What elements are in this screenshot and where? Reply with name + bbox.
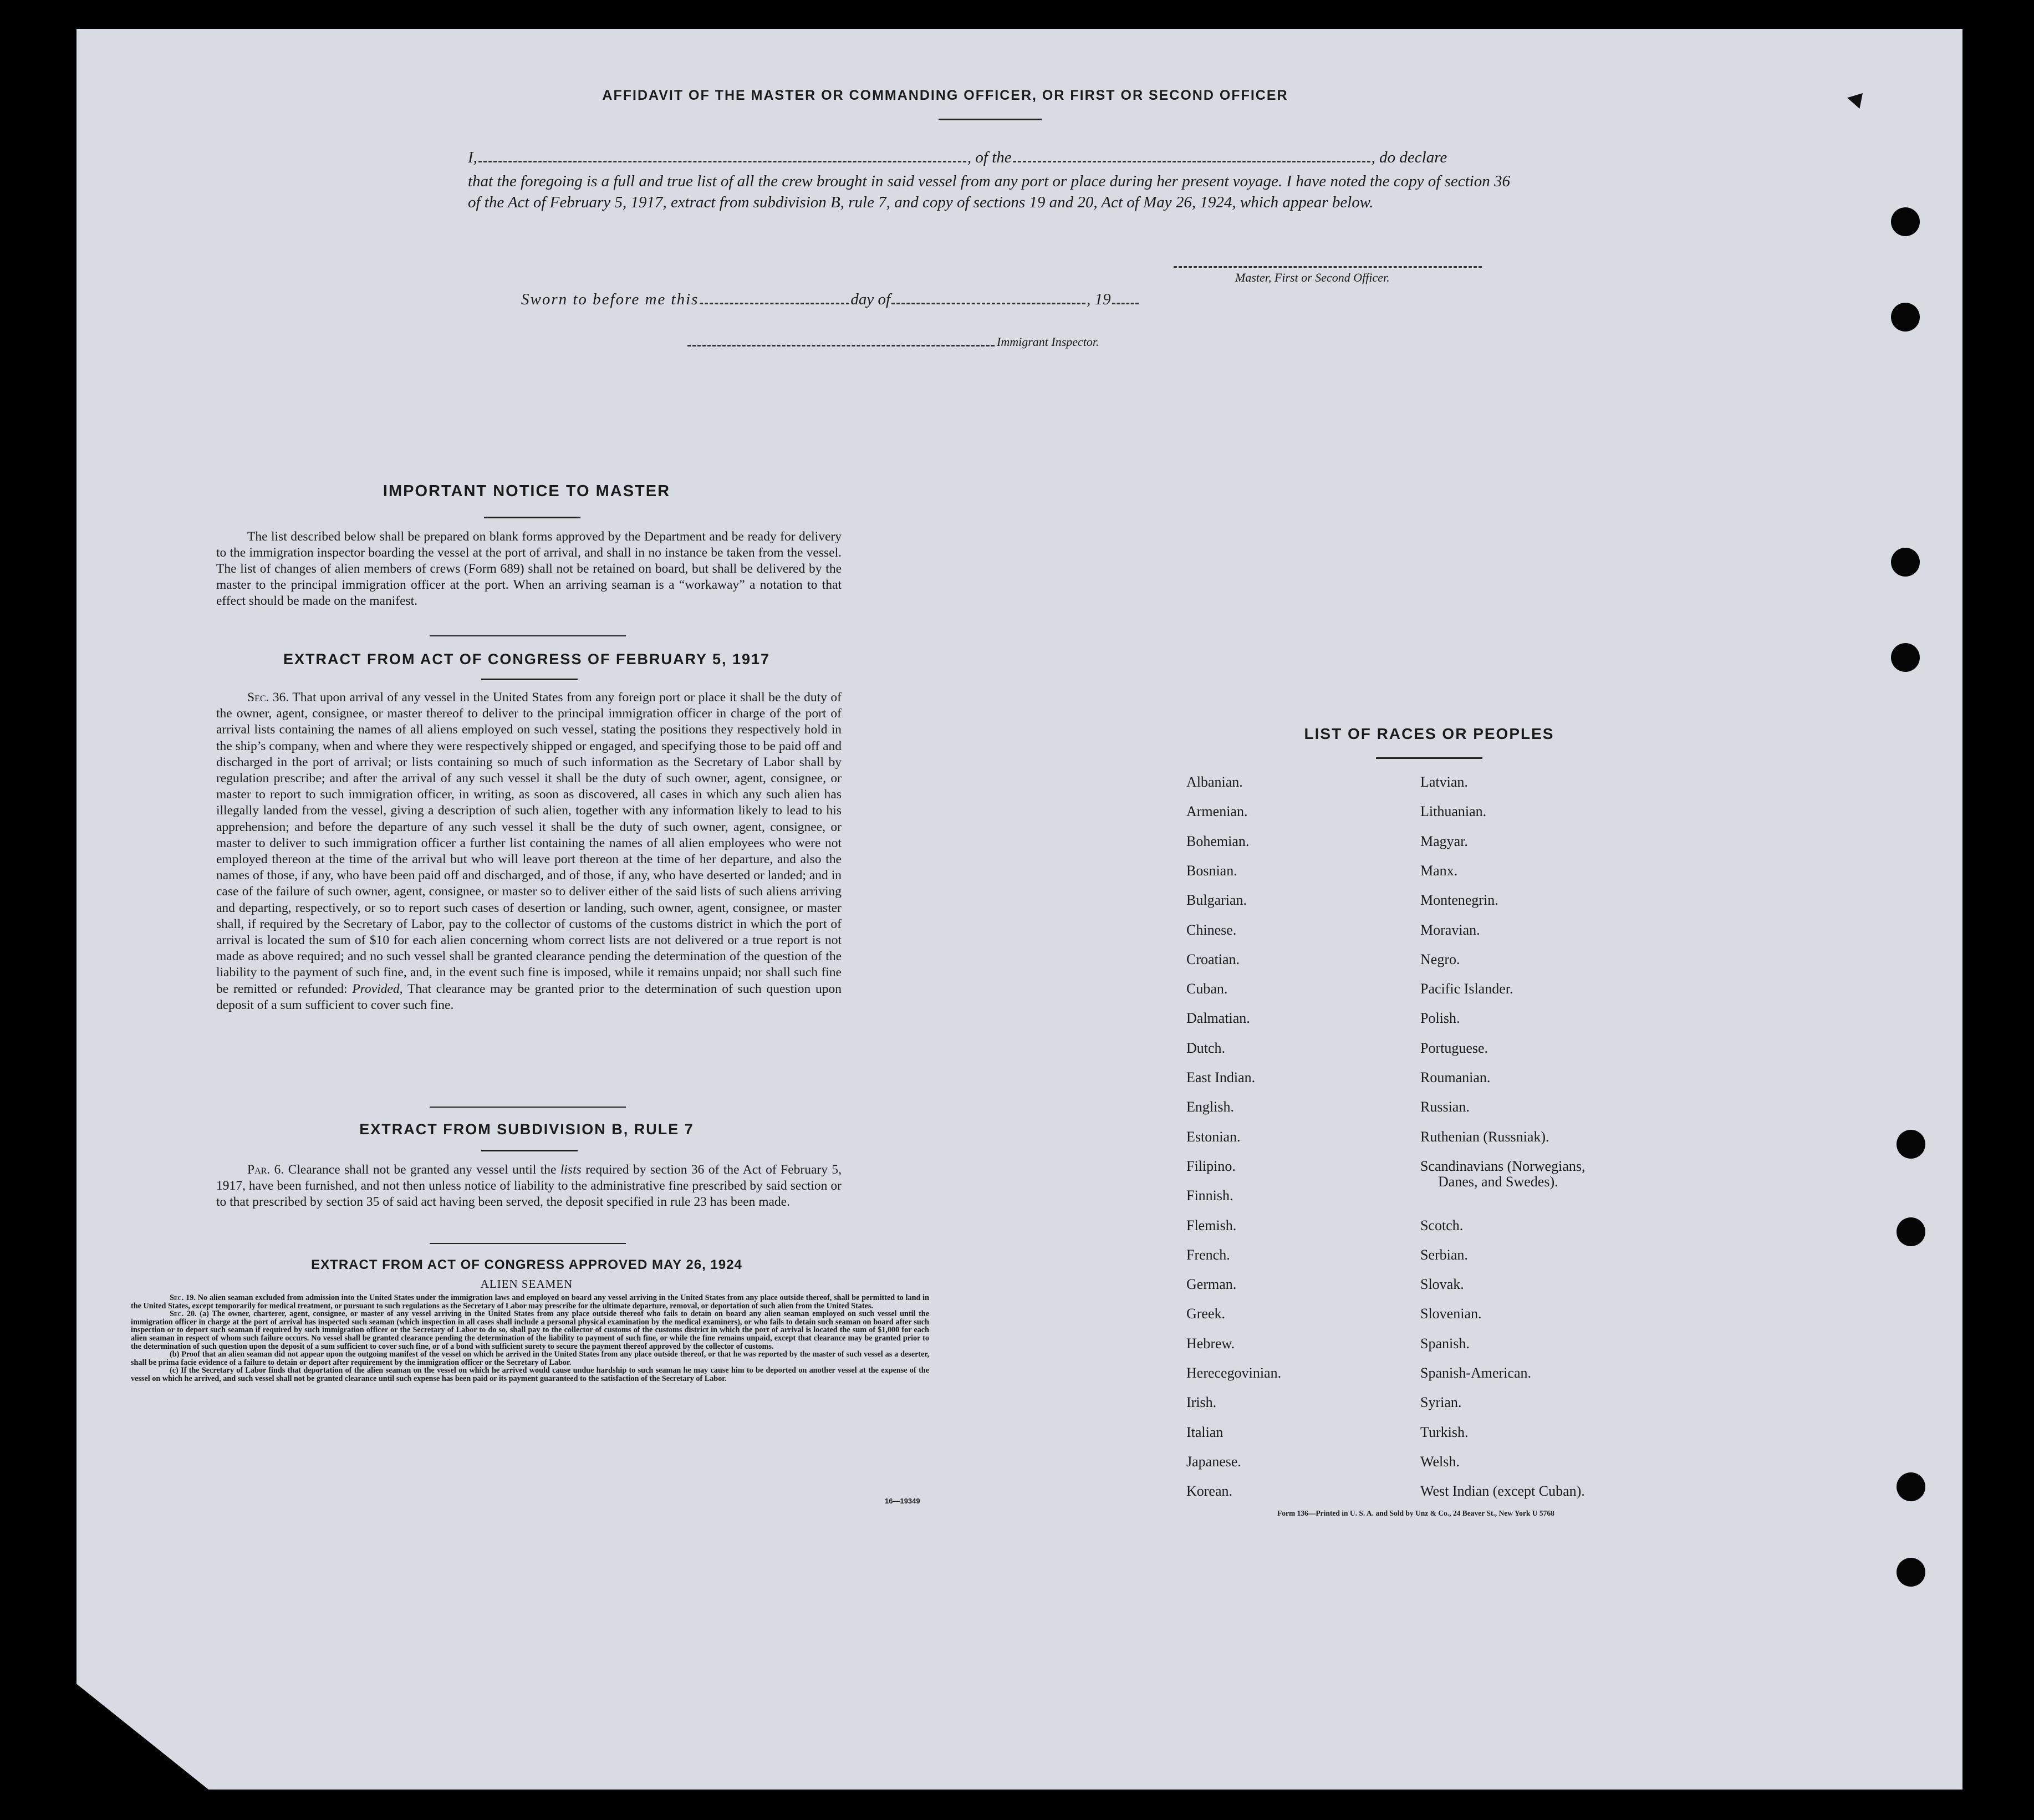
race-item-left: French. [1186, 1246, 1230, 1263]
section-19 [131, 1294, 929, 1310]
punch-hole [1897, 1558, 1925, 1587]
race-item-right: Lithuanian. [1420, 803, 1487, 820]
race-item-left: Dutch. [1186, 1039, 1226, 1056]
punch-hole [1897, 1217, 1925, 1246]
race-item-left: Flemish. [1186, 1217, 1237, 1233]
punch-hole [1891, 548, 1920, 577]
notice-end-rule [430, 635, 626, 636]
notice-title: IMPORTANT NOTICE TO MASTER [383, 482, 671, 500]
race-item-left: Japanese. [1186, 1453, 1241, 1470]
race-item-left: East Indian. [1186, 1069, 1256, 1085]
sworn-line [521, 290, 1140, 309]
extract-1917-title-rule [481, 679, 578, 680]
race-item-right: Spanish-American. [1420, 1365, 1532, 1381]
extract-1924-body [131, 1294, 929, 1383]
printer-imprint: Form 136—Printed in U. S. A. and Sold by Unz & Co., 24 Beaver St., New York U 5768 [1277, 1509, 1554, 1517]
inspector-signature-line[interactable] [687, 345, 995, 346]
race-item-left: Finnish. [1186, 1187, 1233, 1204]
affidavit-declare-label: , do declare [1371, 149, 1447, 166]
race-item-right: Ruthenian (Russniak). [1420, 1128, 1549, 1145]
day-of-label: day of [850, 290, 891, 308]
section-20c: (c) If the Secretary of Labor finds that deportation of the alien seaman on the vessel on which he arrived would cause undue hardship to such seaman he may cause him to be deported on another vessel at the expense of the vessel on which he arrived, and such vessel shall not be granted clearance until such expense has been paid or its payment guaranteed to the satisfaction of the Secretary of Labor. [131, 1366, 929, 1383]
race-item-right: Turkish. [1420, 1424, 1469, 1440]
race-item-left: Armenian. [1186, 803, 1248, 820]
par-6-text-a: Clearance shall not be granted any vessel until the [288, 1163, 557, 1177]
race-item-right: Roumanian. [1420, 1069, 1491, 1085]
section-20a-text: (a) The owner, charterer, agent, consignee, or master of any vessel arriving in the United States from any place outside thereof who fails to detain on board any alien seaman employed on such vessel until the immigration officer in charge at the port of arrival has inspected such seaman (which inspection in all cases shall include a personal physical examination by the medical examiners), or who fails to detain such seaman on board after such inspection or to deport such seaman if required by such immigration officer or the Secretary of Labor to do so, shall pay to the collector of customs of the customs district in which the port of arrival is located the sum of $1,000 for each alien seaman in respect of whom such failure occurs. No vessel shall be granted clearance pending the determination of the liability to payment of such fine, or while the fine remains unpaid, except that clearance may be granted prior to the determination of such question upon the deposit of a sum sufficient to cover such fine, or of a bond with sufficient surety to secure the payment thereof approved by the collector of customs. [131, 1309, 929, 1351]
punch-hole [1891, 207, 1920, 236]
race-item-left: Italian [1186, 1424, 1224, 1440]
sworn-label: Sworn to before me this [521, 290, 699, 308]
race-item-right: Syrian. [1420, 1394, 1462, 1411]
race-item-left: Korean. [1186, 1483, 1233, 1500]
affidavit-title: AFFIDAVIT OF THE MASTER OR COMMANDING OFFICER, OR FIRST OR SECOND OFFICER [602, 88, 1288, 103]
race-item-right: Latvian. [1420, 774, 1468, 790]
vessel-name-field[interactable] [1013, 161, 1370, 162]
extract-rule7-title-rule [481, 1150, 578, 1151]
race-item-right: Montenegrin. [1420, 892, 1498, 909]
year-prefix-label: , 19 [1087, 290, 1111, 308]
section-20b: (b) Proof that an alien seaman did not appear upon the outgoing manifest of the vessel on which he arrived in the United States from any place outside thereof, or that he was reported by the master of such vessel as a deserter, shall be prima facie evidence of a failure to detain or deport after requirement by the immigration officer or the Secretary of Labor. [131, 1350, 929, 1367]
race-item-left: Hebrew. [1186, 1335, 1235, 1352]
affidavit-body: that the foregoing is a full and true list of all the crew brought in said vessel from any port or place during her present voyage. I have noted the copy of section 36 of the Act of February 5, 1917, extract from subdivision B, rule 7, and copy of sections 19 and 20, Act of May 26, 1924, which appear below. [468, 172, 1510, 211]
race-item-left: Bulgarian. [1186, 892, 1247, 909]
par-6-text-b: required by section 36 of the Act of February 5, 1917, have been furnished, and not then unless notice of liability to the administrative fine prescribed by said section or to that prescribed by section 35 of said act having been served, the deposit specified in rule 23 has been made. [216, 1163, 842, 1209]
section-20a [131, 1310, 929, 1350]
races-title-rule [1376, 757, 1482, 759]
race-item-right: Manx. [1420, 862, 1458, 879]
master-signature-caption: Master, First or Second Officer. [1235, 271, 1390, 284]
race-item-left: Bohemian. [1186, 833, 1250, 849]
race-item-left: Bosnian. [1186, 862, 1237, 879]
section-20-label: Sec. 20. [170, 1309, 197, 1319]
extract-rule7-title: EXTRACT FROM SUBDIVISION B, RULE 7 [359, 1121, 694, 1138]
extract-rule7-body [216, 1162, 842, 1210]
race-item-right: Welsh. [1420, 1453, 1460, 1470]
race-item-right: Slovak. [1420, 1276, 1464, 1293]
extract-1917-end-rule [430, 1107, 626, 1108]
par-6-label: Par. 6. [247, 1163, 284, 1177]
affidavit-title-rule [939, 119, 1042, 120]
race-item-right: Slovenian. [1420, 1306, 1482, 1322]
section-36-text-end: That clearance may be granted prior to the determination of such question upon deposit of a sum sufficient to cover such fine. [216, 981, 842, 1012]
sworn-month-field[interactable] [891, 303, 1085, 304]
race-item-left: Dalmatian. [1186, 1010, 1250, 1027]
race-item-left: Greek. [1186, 1306, 1226, 1322]
race-item-right: Danes, and Swedes). [1438, 1173, 1558, 1190]
affidavit-i-label: I, [468, 149, 477, 166]
race-item-right: Scandinavians (Norwegians, [1420, 1158, 1586, 1174]
race-item-right: Spanish. [1420, 1335, 1470, 1352]
section-36-text: That upon arrival of any vessel in the United States from any foreign port or place it shall be the duty of the owner, agent, consignee, or master thereof to deliver to the principal immigration officer in charge of the port of arrival lists containing the names of all aliens employed on such vessel, stating the positions they respectively hold in the ship’s company, when and where they were respectively shipped or engaged, and specifying those to be paid off and discharged in the port of arrival; or lists containing so much of such information as the Secretary of Labor shall by regulation prescribe; and after the arrival of any such vessel it shall be the duty of such owner, agent, consignee, or master to report to such immigration officer, in writing, as soon as discovered, all cases in which any such alien has illegally landed from the vessel, giving a description of such alien, together with any information likely to lead to his apprehension; and before the departure of any such vessel it shall be the duty of such owner, agent, consignee, or master to deliver to such immigration officer a further list containing the names of all alien employees who were not employed thereon at the time of the arrival but who will leave port thereon at the time of her departure, and also the names of those, if any, who have been paid off and discharged, and of those, if any, who have deserted or landed; and in case of the failure of such owner, agent, consignee, or master so to deliver either of the said lists of such aliens arriving and departing, respectively, or so to report such cases of desertion or landing, such owner, agent, consignee, or master shall, if required by the Secretary of Labor, pay to the collector of customs of the customs district in which the port of arrival is located the sum of $10 for each alien concerning whom correct lists are not delivered or a true report is not made as above required; and no such vessel shall be granted clearance pending the determination of the question of the liability to the payment of such fine, and, in the event such fine is imposed, while it remains unpaid; nor shall such fine be remitted or refunded: [216, 690, 842, 996]
provided-label: Provided, [352, 981, 403, 996]
form-code: 16—19349 [885, 1497, 920, 1505]
punch-hole [1891, 643, 1920, 672]
races-title: LIST OF RACES OR PEOPLES [1304, 725, 1554, 742]
race-item-right: Serbian. [1420, 1246, 1468, 1263]
race-item-right: Russian. [1420, 1099, 1470, 1115]
notice-title-rule [484, 517, 580, 518]
race-item-left: Estonian. [1186, 1128, 1241, 1145]
race-item-left: Albanian. [1186, 774, 1243, 790]
race-item-right: Scotch. [1420, 1217, 1464, 1233]
punch-hole [1897, 1472, 1925, 1501]
notice-body: The list described below shall be prepared on blank forms approved by the Department and be ready for delivery to the immigration inspector boarding the vessel at the port of arrival, and shall in no instance be taken from the vessel. The list of changes of alien members of crews (Form 689) shall not be retained on board, but shall be delivered by the master to the principal immigration officer at the port. When an arriving seaman is a “workaway” a notation to that effect should be made on the manifest. [216, 529, 842, 608]
lists-word: lists [560, 1163, 582, 1177]
inspector-caption: Immigrant Inspector. [997, 335, 1099, 349]
race-item-left: Filipino. [1186, 1158, 1236, 1174]
sworn-year-field[interactable] [1112, 303, 1139, 304]
race-item-left: Croatian. [1186, 951, 1240, 967]
race-item-left: English. [1186, 1099, 1234, 1115]
affidavit-of-the-label: , of the [967, 149, 1012, 166]
extract-rule7-end-rule [430, 1243, 626, 1244]
race-item-right: Pacific Islander. [1420, 981, 1513, 997]
extract-1924-subtitle: ALIEN SEAMEN [480, 1277, 573, 1291]
race-item-right: Magyar. [1420, 833, 1468, 849]
race-item-right: Polish. [1420, 1010, 1460, 1027]
extract-1917-body [216, 690, 842, 1013]
race-item-right: Moravian. [1420, 921, 1480, 938]
punch-hole [1897, 1130, 1925, 1159]
race-item-left: Chinese. [1186, 921, 1237, 938]
master-signature-line[interactable] [1174, 266, 1482, 268]
race-item-right: West Indian (except Cuban). [1420, 1483, 1585, 1500]
race-item-left: German. [1186, 1276, 1237, 1293]
master-name-field[interactable] [478, 161, 966, 162]
affidavit-declaration-line [468, 149, 1510, 167]
race-item-left: Cuban. [1186, 981, 1228, 997]
sworn-day-field[interactable] [700, 303, 849, 304]
extract-1917-title: EXTRACT FROM ACT OF CONGRESS OF FEBRUARY 5, 1917 [283, 651, 771, 667]
section-36-label: Sec. 36. [247, 690, 289, 705]
extract-1924-title: EXTRACT FROM ACT OF CONGRESS APPROVED MAY 26, 1924 [311, 1257, 742, 1272]
section-19-text: No alien seaman excluded from admission into the United States under the immigration laws and employed on board any vessel arriving in the United States from any place outside thereof, shall be permitted to land in the United States, except temporarily for medical treatment, or pursuant to such regulations as the Secretary of Labor may prescribe for the ultimate departure, removal, or deportation of such alien from the United States. [131, 1293, 930, 1311]
race-item-right: Portuguese. [1420, 1039, 1488, 1056]
race-item-left: Herecegovinian. [1186, 1365, 1282, 1381]
race-item-left: Irish. [1186, 1394, 1217, 1411]
punch-hole [1891, 303, 1920, 332]
race-item-right: Negro. [1420, 951, 1460, 967]
section-19-label: Sec. 19. [170, 1293, 196, 1302]
